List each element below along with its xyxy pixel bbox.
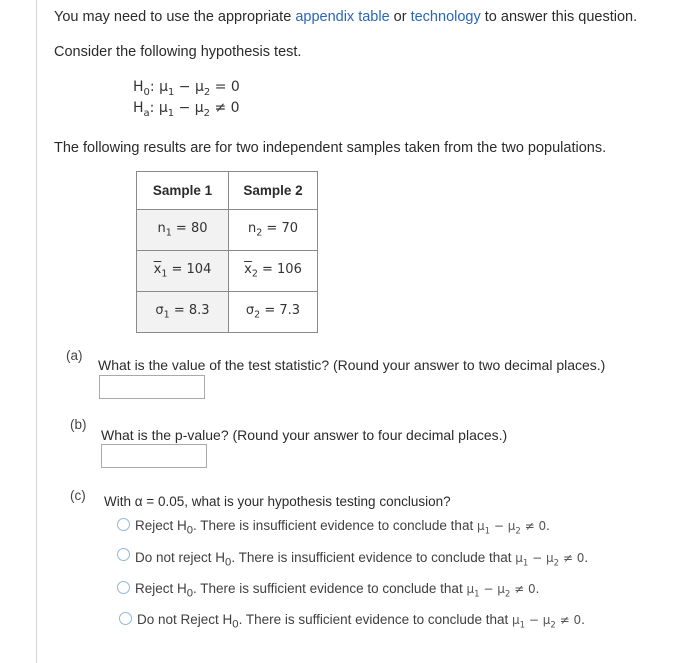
part-c-label: (c) bbox=[70, 488, 86, 503]
option-reject-sufficient[interactable]: Reject $H_0$. There is sufficient evidence to conclude that $\mu_1 - \mu_2 \ne 0$. bbox=[135, 581, 540, 600]
part-c-question: With α = 0.05, what is your hypothesis testing conclusion? bbox=[104, 494, 451, 509]
p-value-input[interactable] bbox=[101, 444, 207, 468]
instructions-text: You may need to use the appropriate bbox=[54, 9, 296, 25]
header-sample-1: Sample 1 bbox=[137, 172, 229, 210]
radio-option-4[interactable] bbox=[119, 612, 132, 625]
table-row bbox=[137, 251, 318, 292]
part-b-label: (b) bbox=[70, 417, 87, 432]
samples-description: The following results are for two independent samples taken from the two populations. bbox=[54, 140, 607, 156]
option-reject-insufficient[interactable]: Reject $H_0$. There is insufficient evidence to conclude that $\mu_1 - \mu_2 \ne 0$. bbox=[135, 518, 550, 537]
table-cell: $n_1 = 80$ bbox=[137, 210, 229, 251]
header-sample-2: Sample 2 bbox=[229, 172, 318, 210]
table-row bbox=[137, 210, 318, 251]
part-a-question: What is the value of the test statistic? (Round your answer to two decimal places.) bbox=[98, 357, 606, 373]
appendix-table-link[interactable]: appendix table bbox=[295, 9, 390, 25]
table-cell: $\overline{x}_2 = 106$ bbox=[229, 251, 318, 292]
table-cell: $\sigma_2 = 7.3$ bbox=[229, 292, 318, 333]
samples-table bbox=[136, 171, 318, 333]
instructions-text: or bbox=[389, 9, 411, 25]
instructions bbox=[54, 9, 637, 25]
radio-option-2[interactable] bbox=[117, 548, 130, 561]
option-do-not-reject-insufficient[interactable]: Do not reject $H_0$. There is insufficient evidence to conclude that $\mu_1 - \mu_2 \ne 0$. bbox=[135, 550, 589, 569]
part-a-label: (a) bbox=[66, 348, 83, 363]
table-cell: $\sigma_1 = 8.3$ bbox=[137, 292, 229, 333]
test-statistic-input[interactable] bbox=[99, 375, 205, 399]
radio-option-3[interactable] bbox=[117, 581, 130, 594]
technology-link[interactable]: technology bbox=[410, 9, 481, 25]
part-b-question: What is the p-value? (Round your answer to four decimal places.) bbox=[101, 427, 508, 443]
option-do-not-reject-sufficient[interactable]: Do not Reject $H_0$. There is sufficient evidence to conclude that $\mu_1 - \mu_2 \ne 0$. bbox=[137, 612, 585, 631]
table-cell: $\overline{x}_1 = 104$ bbox=[137, 251, 229, 292]
radio-option-1[interactable] bbox=[117, 518, 130, 531]
table-row bbox=[137, 292, 318, 333]
table-header-row bbox=[137, 172, 318, 210]
table-cell: $n_2 = 70$ bbox=[229, 210, 318, 251]
instructions-text: to answer this question. bbox=[480, 9, 638, 25]
null-hypothesis: $H_0$: $\mu_1 - \mu_2 = 0$ bbox=[133, 79, 240, 98]
alternative-hypothesis: $H_a$: $\mu_1 - \mu_2 \ne 0$ bbox=[133, 100, 240, 119]
consider-text: Consider the following hypothesis test. bbox=[54, 44, 302, 60]
